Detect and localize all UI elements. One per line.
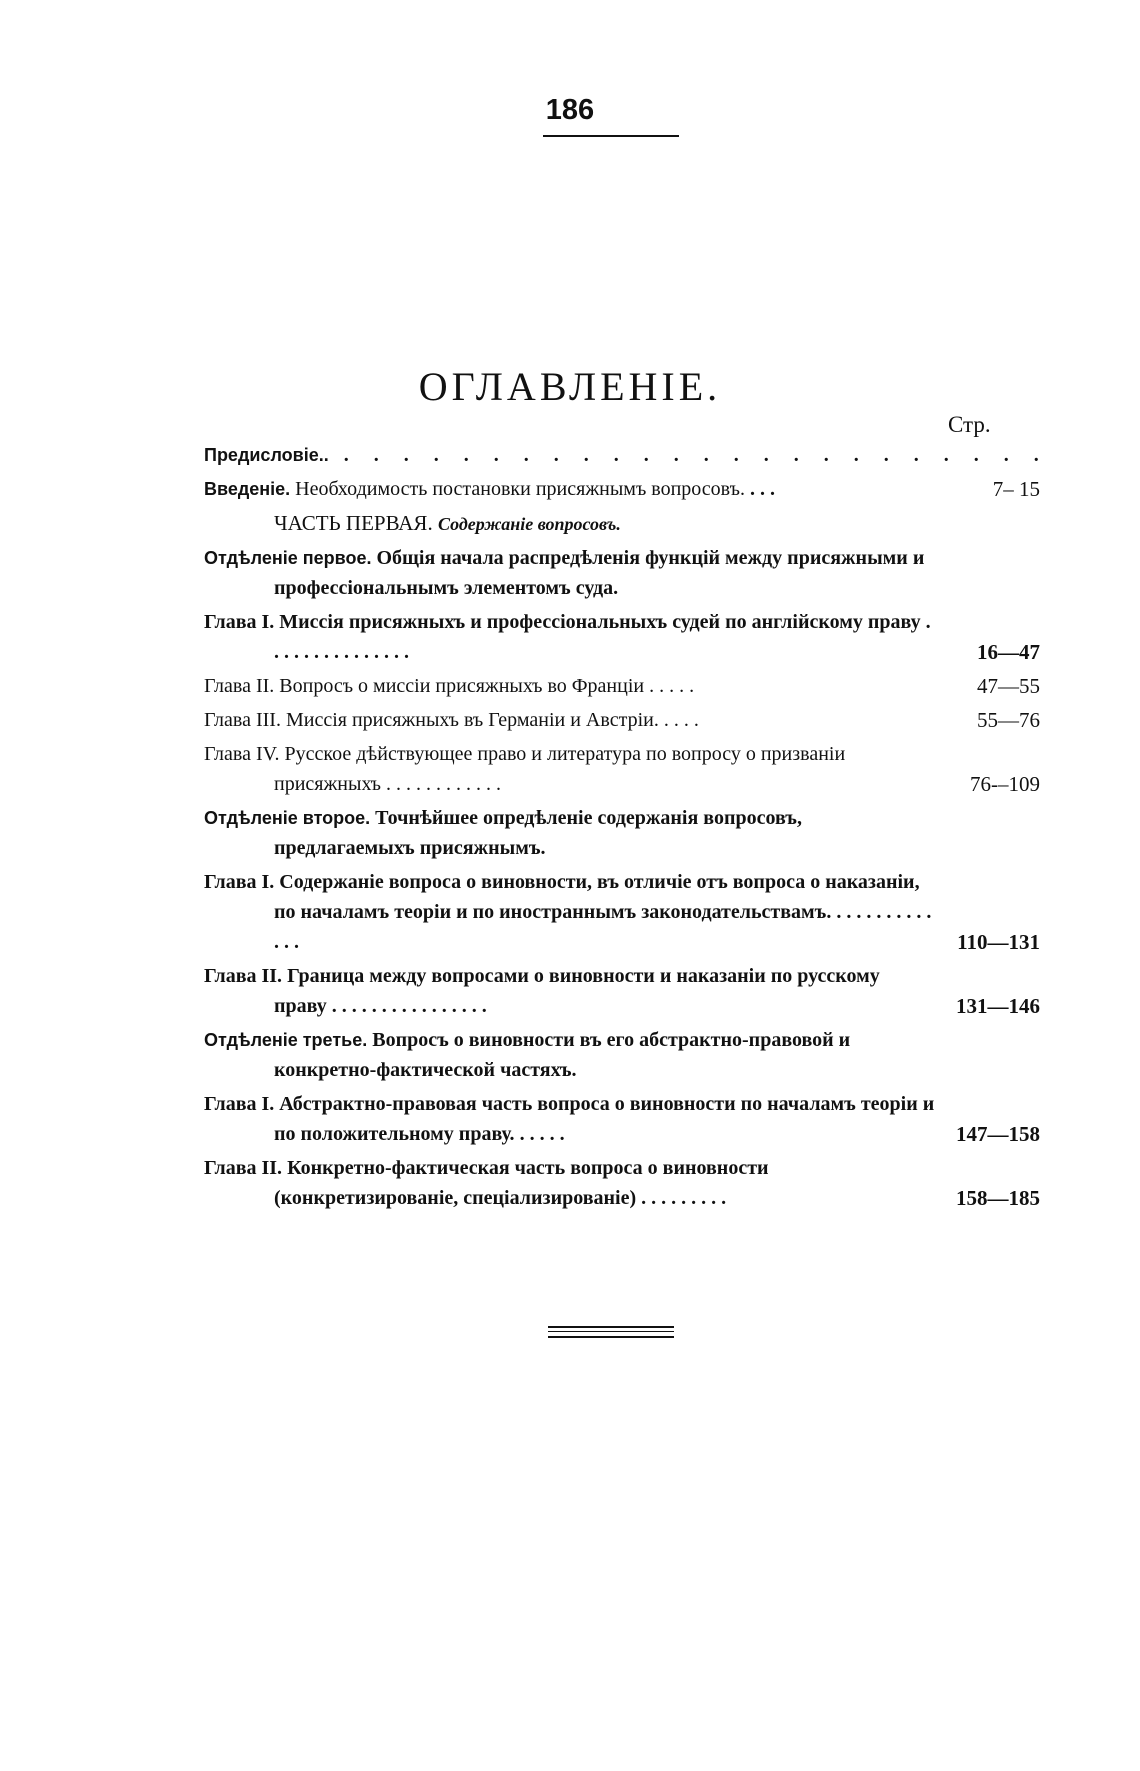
toc-entry-introduction: Введеніе. Необходимость постановки присяжнымъ вопросовъ. . . . 7– 15	[204, 474, 1040, 504]
entry-pages: 55—76	[977, 708, 1040, 732]
part-heading	[204, 508, 1040, 539]
entry-pages: 158—185	[956, 1186, 1040, 1210]
entry-text: Необходимость постановки присяжнымъ вопросовъ.	[295, 478, 745, 500]
entry-label: Глава I.	[204, 611, 275, 633]
entry-text: Общія начала распредѣленія функцій между присяжными и профессіональнымъ элементомъ суда.	[274, 547, 925, 599]
entry-text: Содержаніе вопроса о виновности, въ отличіе отъ вопроса о наказаніи, по началамъ теоріи и по иностраннымъ законодательствамъ.	[274, 871, 920, 923]
entry-text: Абстрактно-правовая часть вопроса о виновности по началамъ теоріи и по положительному праву.	[274, 1093, 935, 1145]
entry-label: Глава II.	[204, 675, 275, 697]
entry-label: Отдѣленіе первое.	[204, 548, 372, 568]
entry-pages: 147—158	[956, 1122, 1040, 1146]
toc-entry-chapter: Глава II. Граница между вопросами о виновности и наказаніи по русскому праву . . . . . . . . . . . . . . . . 131—146	[204, 961, 1040, 1021]
entry-label: Глава I.	[204, 1093, 275, 1115]
toc-entry-chapter: Глава I. Абстрактно-правовая часть вопроса о виновности по началамъ теоріи и по положительному праву. . . . . . 147—158	[204, 1089, 1040, 1149]
toc-title: ОГЛАВЛЕНІЕ.	[418, 364, 722, 409]
toc-entry-chapter: Глава III. Миссія присяжныхъ въ Германіи и Австріи. . . . . 55—76	[204, 705, 1040, 735]
entry-label: Введеніе.	[204, 479, 291, 499]
entry-pages: 110—131	[957, 930, 1040, 954]
entry-text: Граница между вопросами о виновности и наказаніи по русскому праву	[274, 965, 880, 1017]
entry-pages: 7– 15	[992, 477, 1040, 501]
entry-pages: 131—146	[956, 994, 1040, 1018]
entry-label: Глава II.	[204, 1157, 283, 1179]
entry-label: Глава IV.	[204, 743, 280, 765]
table-of-contents	[204, 440, 1049, 1217]
entry-text: Вопросъ о виновности въ его абстрактно-правовой и конкретно-фактической частяхъ.	[274, 1029, 851, 1081]
toc-entry-chapter: Глава I. Миссія присяжныхъ и профессіональныхъ судей по англійскому праву . . . . . . . . . . . . . . . 16—47	[204, 607, 1040, 667]
entry-text: Вопросъ о миссіи присяжныхъ во Франціи	[279, 675, 645, 697]
end-ornament-rule	[548, 1331, 674, 1332]
entry-label: Отдѣленіе второе.	[204, 808, 371, 828]
entry-label: Глава III.	[204, 709, 281, 731]
entry-label: Глава II.	[204, 965, 283, 987]
page-column-header: Стр.	[948, 412, 991, 437]
part-label: ЧАСТЬ ПЕРВАЯ.	[274, 511, 433, 535]
entry-label: Предисловіе..	[204, 445, 329, 465]
toc-entry-chapter: Глава IV. Русское дѣйствующее право и литература по вопросу о призваніи присяжныхъ . . . . . . . . . . . . 76-–109	[204, 739, 1040, 799]
page-number-underline	[543, 135, 679, 137]
entry-text: Точнѣйшее опредѣленіе содержанія вопросовъ, предлагаемыхъ присяжнымъ.	[274, 807, 802, 859]
toc-entry-section-3	[204, 1025, 1040, 1085]
entry-text: Конкретно-фактическая часть вопроса о виновности (конкретизированіе, спеціализированіе)	[274, 1157, 769, 1209]
end-ornament-rule	[548, 1336, 674, 1338]
end-ornament-rule	[548, 1326, 674, 1328]
entry-label: Отдѣленіе третье.	[204, 1030, 368, 1050]
dot-leader: . . . . . . . . . . . . . . . . . . . . . . . .	[328, 444, 1049, 466]
entry-pages: 16—47	[977, 640, 1040, 664]
page-number: 186	[545, 94, 595, 126]
entry-label: Глава I.	[204, 871, 275, 893]
toc-entry-section-1	[204, 543, 1040, 603]
entry-pages: 47—55	[977, 674, 1040, 698]
entry-text: Миссія присяжныхъ въ Германіи и Австріи.	[285, 709, 659, 731]
entry-text: Миссія присяжныхъ и профессіональныхъ судей по англійскому праву	[279, 611, 921, 633]
toc-entry-chapter: Глава II. Конкретно-фактическая часть вопроса о виновности (конкретизированіе, спеціализированіе) . . . . . . . . . 158—185	[204, 1153, 1040, 1213]
toc-entry-section-2	[204, 803, 1040, 863]
entry-text: Русское дѣйствующее право и литература по вопросу о призваніи присяжныхъ	[274, 743, 846, 795]
entry-pages: 76-–109	[970, 772, 1040, 796]
toc-entry-preface	[204, 440, 1049, 470]
toc-entry-chapter: Глава I. Содержаніе вопроса о виновности, въ отличіе отъ вопроса о наказаніи, по началамъ теоріи и по иностраннымъ законодательствамъ. . . . . . . . . . . . . . 110—131	[204, 867, 1040, 957]
toc-entry-chapter: Глава II. Вопросъ о миссіи присяжныхъ во Франціи . . . . . 47—55	[204, 671, 1040, 701]
part-subtitle: Содержаніе вопросовъ.	[437, 514, 621, 534]
